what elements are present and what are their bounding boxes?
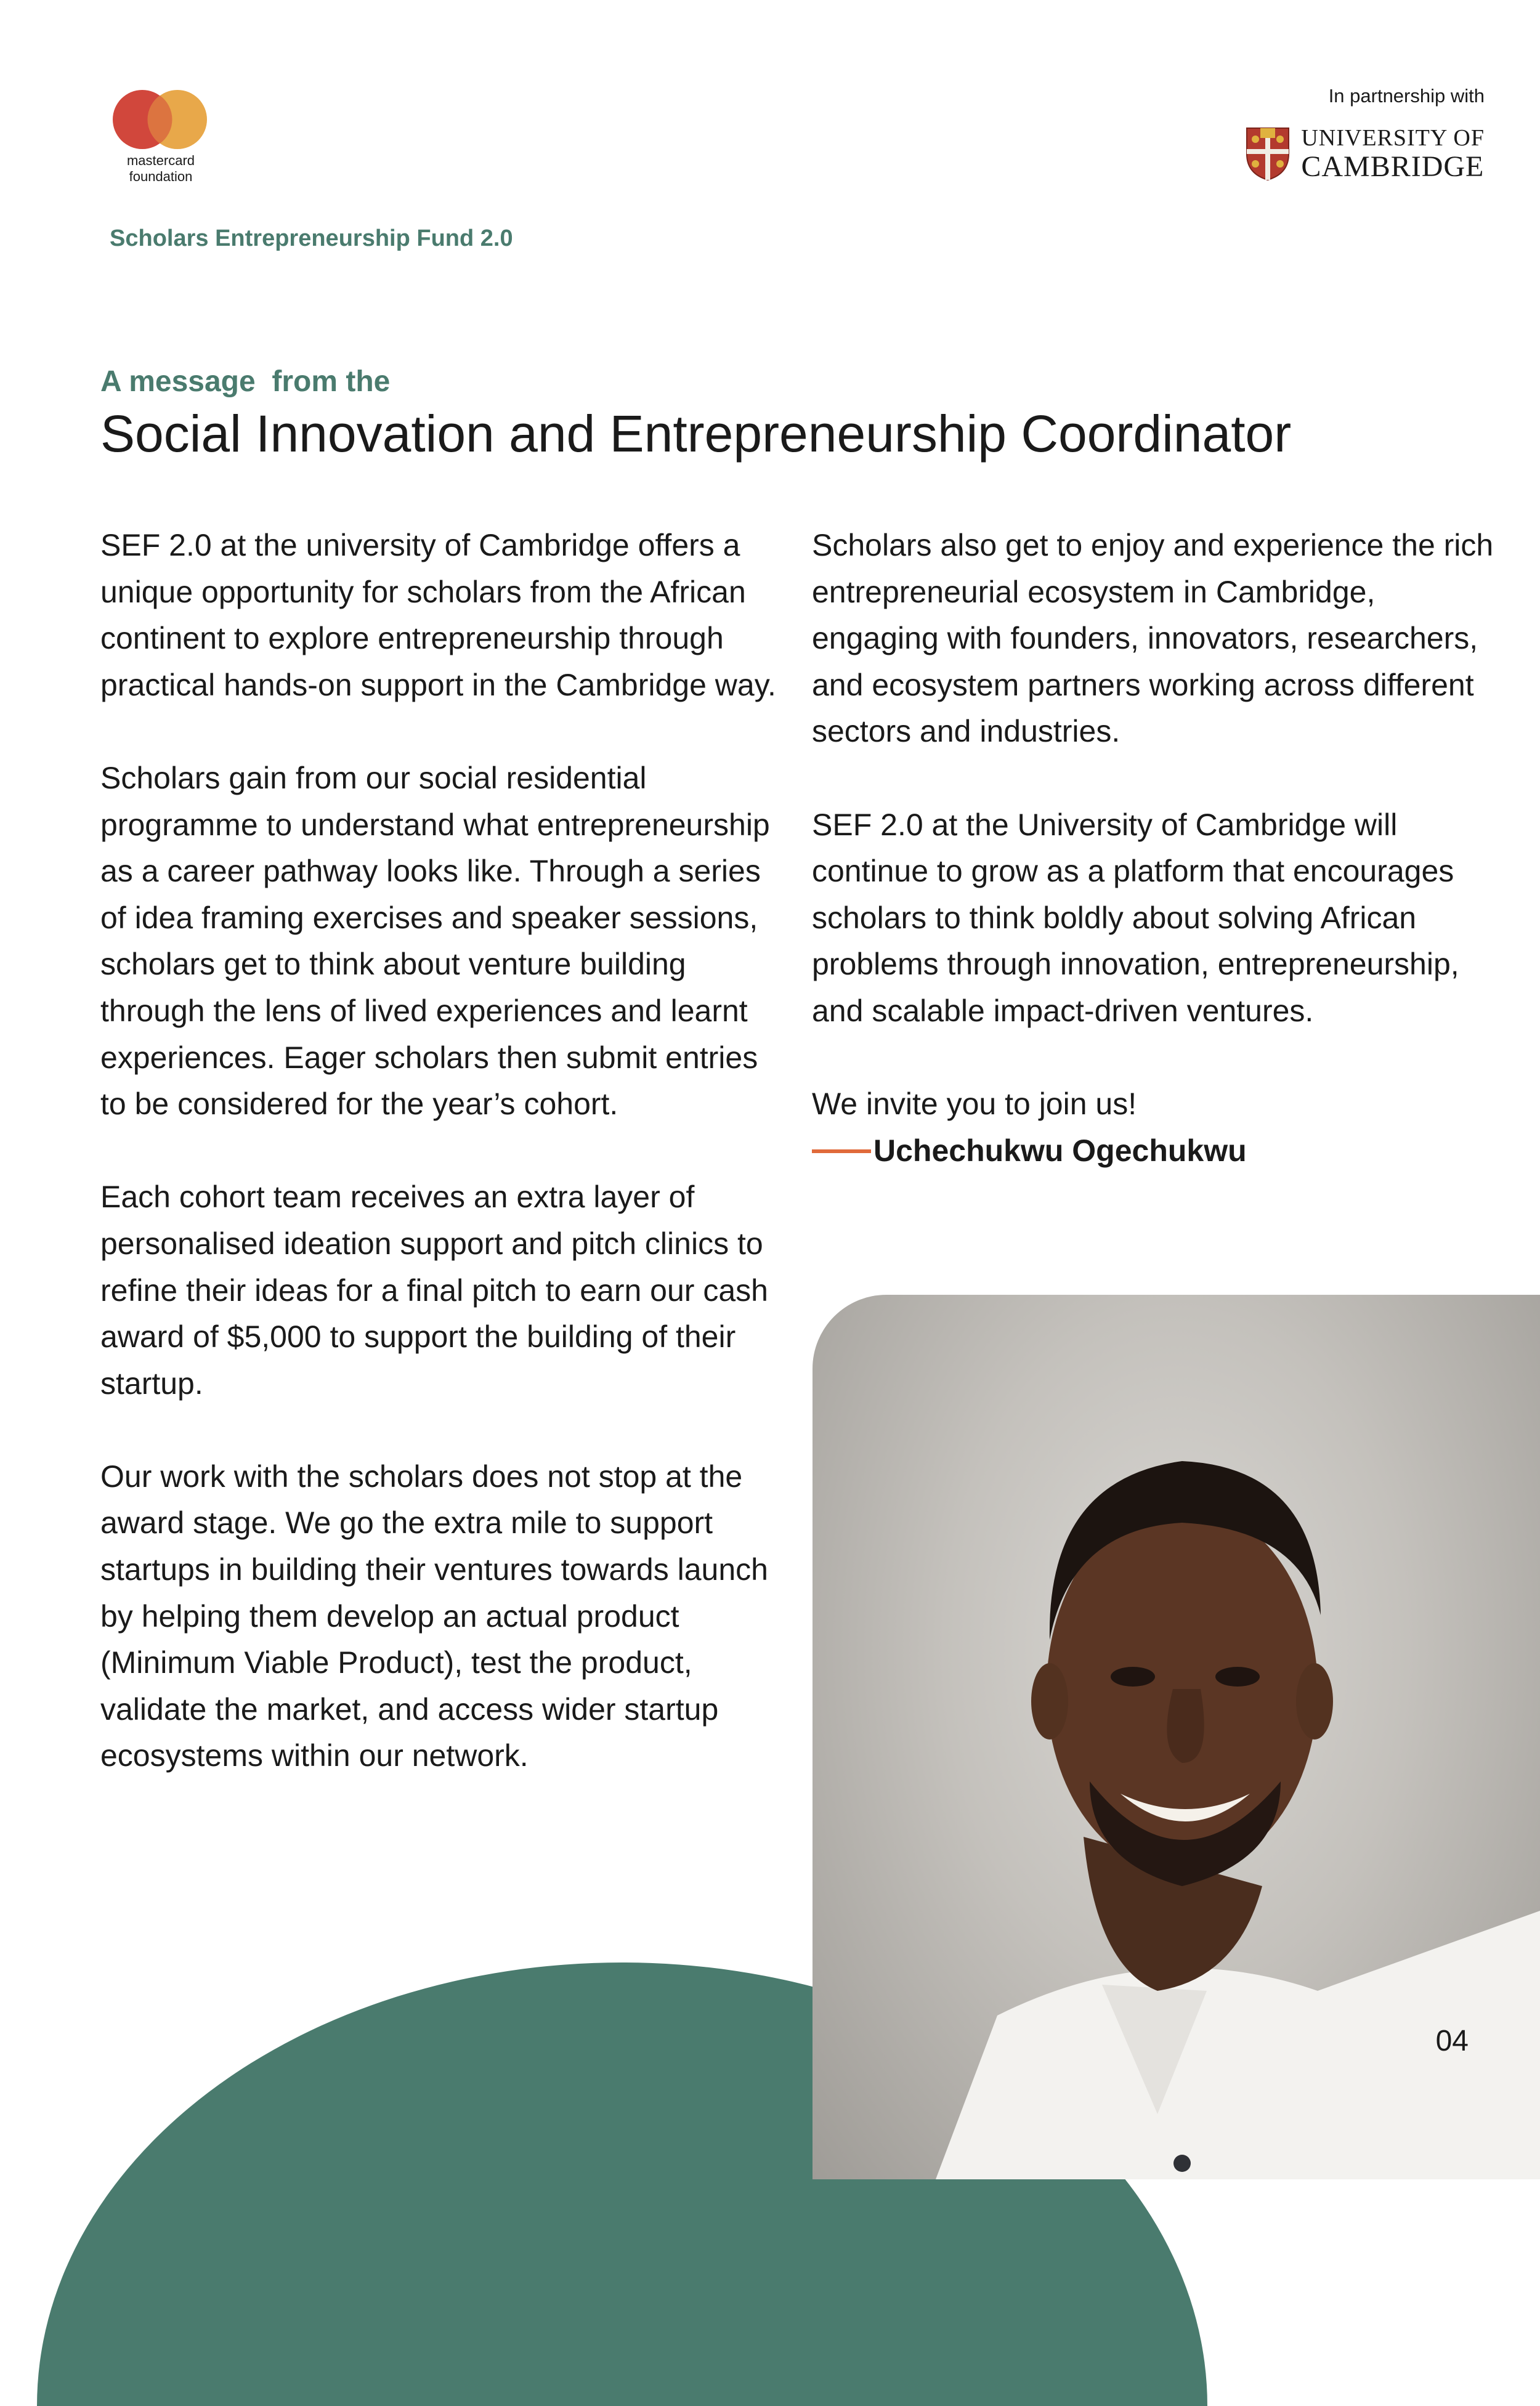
brand-name-line2: foundation (129, 169, 193, 184)
coordinator-portrait (813, 1295, 1540, 2179)
body-paragraph: SEF 2.0 at the university of Cambridge offers a unique opportunity for scholars from the African continent to explore entrepreneurship through practical hands-on support in the Cambridge way. (100, 528, 776, 702)
body-paragraph: Scholars also get to enjoy and experience the rich entrepreneurial ecosystem in Cambridge, engaging with founders, innovators, researchers, and ecosystem partners working across different sectors and industries. (812, 528, 1494, 749)
body-left-column (100, 522, 778, 1780)
page-number: 04 (1435, 2025, 1469, 2057)
mastercard-circles-icon (108, 89, 213, 150)
body-paragraph: Each cohort team receives an extra layer of personalised ideation support and pitch clinics to refine their ideas for a final pitch to earn our cash award of $5,000 to support the building of their startup. (100, 1180, 768, 1401)
cambridge-shield-icon (1246, 127, 1290, 181)
fund-title: Scholars Entrepreneurship Fund 2.0 (110, 225, 513, 251)
signature-dash (812, 1149, 871, 1153)
signature-line (812, 1128, 1508, 1175)
message-kicker: A message from the (100, 365, 391, 398)
partner-label: In partnership with (1328, 85, 1485, 107)
partner-name-line2: CAMBRIDGE (1301, 150, 1485, 183)
partner-name-line1: UNIVERSITY OF (1301, 125, 1485, 151)
brand-name-line1: mastercard (126, 153, 195, 168)
signature-name: Uchechukwu Ogechukwu (873, 1133, 1247, 1168)
body-right-column (812, 522, 1508, 1174)
page-title: Social Innovation and Entrepreneurship Coordinator (100, 405, 1292, 463)
body-paragraph: Scholars gain from our social residential programme to understand what entrepreneurship as a career pathway looks like. Through a series of idea framing exercises and speaker sessions, scholars get to think about venture building through the lens of lived experiences and learnt experiences. Eager scholars then submit entries to be considered for the year’s cohort. (100, 760, 770, 1122)
body-paragraph: Our work with the scholars does not stop at the award stage. We go the extra mile to support startups in building their ventures towards launch by helping them develop an actual product (Minimum Viable Product), test the product, validate the market, and access wider startup ecosystems within our network. (100, 1459, 768, 1773)
invite-line: We invite you to join us! (812, 1087, 1137, 1122)
cambridge-logo (1246, 126, 1485, 182)
body-paragraph: SEF 2.0 at the University of Cambridge will continue to grow as a platform that encourages scholars to think boldly about solving African problems through innovation, entrepreneurship, and scalable impact-driven ventures. (812, 807, 1459, 1028)
mastercard-foundation-logo (108, 89, 213, 187)
